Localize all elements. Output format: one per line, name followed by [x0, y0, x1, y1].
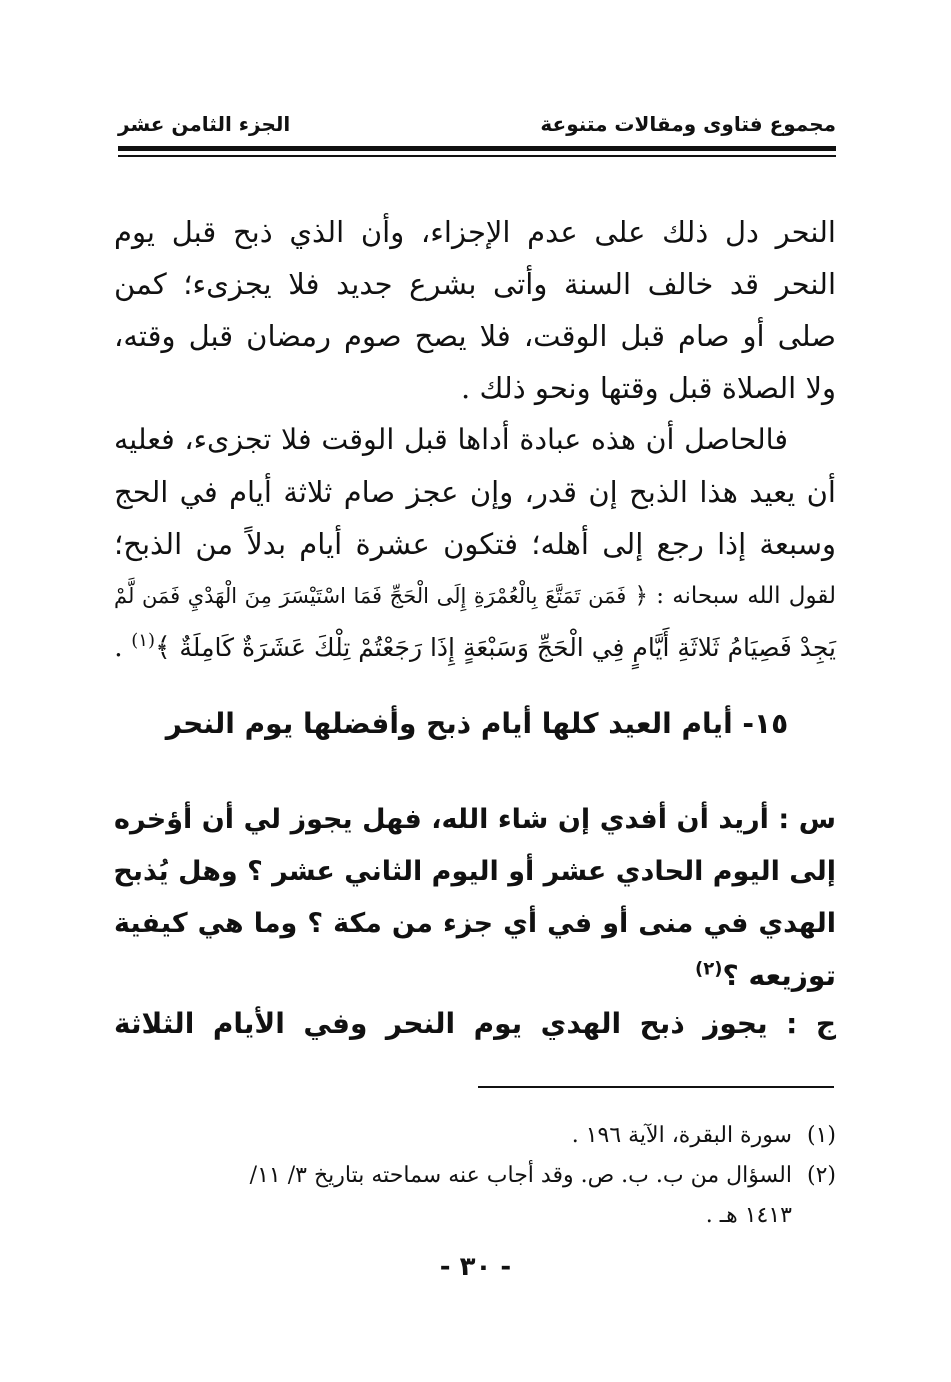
quran-close-bracket: ﴾	[154, 632, 171, 663]
quran-open-bracket: ﴿	[634, 583, 648, 609]
question-line: س : أريد أن أفدي إن شاء الله، فهل يجوز لي أن أؤخره	[114, 804, 836, 835]
volume-label: الجزء الثامن عشر	[118, 112, 291, 136]
footnote-2	[114, 1156, 836, 1196]
answer-line: ج : يجوز ذبح الهدي يوم النحر وفي الأيام الثلاثة	[114, 1007, 836, 1040]
question-line: الهدي في منى أو في أي جزء من مكة ؟ وما هي كيفية	[114, 908, 836, 939]
paragraph-1	[114, 206, 836, 414]
quote-intro: لقول الله سبحانه :	[656, 583, 837, 609]
text-line: النحر دل ذلك على عدم الإجزاء، وأن الذي ذبح قبل يوم	[114, 215, 836, 249]
question-last-line	[114, 950, 836, 1002]
section-title: أيام العيد كلها أيام ذبح وأفضلها يوم النحر	[165, 707, 733, 740]
footnote-ref-2: (٢)	[695, 958, 723, 980]
question-line-text: توزيعه ؟	[722, 959, 836, 992]
footnotes	[114, 1116, 836, 1236]
footnote-ref-1: (١)	[131, 630, 155, 651]
section-heading	[118, 700, 836, 748]
quran-line-2	[114, 622, 836, 674]
header-rule-thin	[118, 155, 836, 157]
footnote-number: (٢)	[806, 1163, 836, 1188]
end-mark: .	[114, 632, 123, 663]
quran-verse-part-2: يَجِدْ فَصِيَامُ ثَلاثَةِ أَيَّامٍ فِي الْحَجِّ وَسَبْعَةٍ إِذَا رَجَعْتُمْ تِلْكَ عَشَرَةٌ كَامِلَةٌ	[179, 633, 836, 662]
text-line: فالحاصل أن هذه عبادة أداها قبل الوقت فلا تجزىء، فعليه	[114, 423, 788, 456]
paragraph-2	[114, 414, 836, 674]
text-line: وسبعة إذا رجع إلى أهله؛ فتكون عشرة أيام بدلاً من الذبح؛	[114, 527, 836, 561]
book-title: مجموع فتاوى ومقالات متنوعة	[540, 112, 836, 136]
section-number: ١٥-	[742, 707, 789, 740]
question-block	[114, 794, 836, 1002]
footnote-separator	[478, 1086, 834, 1088]
quran-verse-part-1: فَمَن تَمَتَّعَ بِالْعُمْرَةِ إِلَى الْحَجِّ فَمَا اسْتَيْسَرَ مِنَ الْهَدْيِ فَمَن لَّمْ	[114, 584, 627, 608]
quran-line-1	[114, 570, 836, 622]
question-line: إلى اليوم الحادي عشر أو اليوم الثاني عشر ؟ وهل يُذبح	[113, 856, 836, 887]
text-line: النحر قد خالف السنة وأتى بشرع جديد فلا يجزىء؛ كمن	[114, 267, 836, 301]
page-number: - ٣٠ -	[439, 1252, 512, 1282]
footnote-text: سورة البقرة، الآية ١٩٦ .	[571, 1123, 792, 1148]
footnote-text: السؤال من ب. ب. ص. وقد أجاب عنه سماحته بتاريخ ٣/ ١١/	[249, 1163, 792, 1188]
text-line: صلى أو صام قبل الوقت، فلا يصح صوم رمضان قبل وقته،	[114, 319, 836, 353]
footnote-2-continuation: ١٤١٣ هـ .	[705, 1203, 792, 1228]
text-line: ولا الصلاة قبل وقتها ونحو ذلك .	[461, 371, 836, 405]
answer-block	[114, 998, 836, 1050]
header-rule-thick	[118, 146, 836, 151]
footnote-number: (١)	[806, 1123, 836, 1148]
footnote-1	[114, 1116, 836, 1156]
text-line: أن يعيد هذا الذبح إن قدر، وإن عجز صام ثلاثة أيام في الحج	[114, 475, 836, 509]
